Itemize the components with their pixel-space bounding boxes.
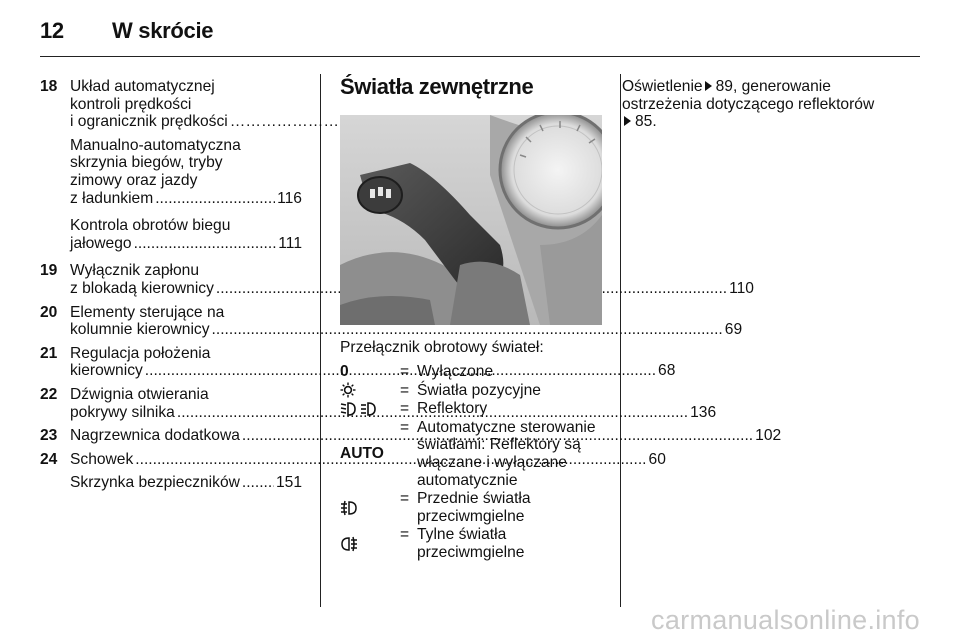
description-line: przeciwmgielne <box>417 507 525 525</box>
column-divider-right <box>620 74 621 607</box>
entry-text-line: Regulacja położenia <box>70 344 211 362</box>
entry-text-last: pokrywy silnika <box>70 403 175 421</box>
entry-number: 24 <box>40 450 58 468</box>
page-number: 12 <box>40 18 64 43</box>
entry-text-last: jałowego <box>70 234 132 252</box>
column-divider-left <box>320 74 321 607</box>
index-entry <box>40 303 743 339</box>
rear-fog-light-icon <box>340 536 358 552</box>
symbol-description <box>417 526 602 561</box>
dot-leader <box>134 235 277 253</box>
entry-page-number: 136 <box>690 403 717 421</box>
description-line: Tylne światła <box>417 526 507 544</box>
symbol-label: AUTO <box>340 445 384 463</box>
headlight-warning-text: ostrzeżenia dotyczącego reflektorów <box>622 95 875 113</box>
symbol-cell <box>340 526 400 561</box>
entry-page-number: 69 <box>724 321 743 339</box>
entry-text-line: Kontrola obrotów biegu <box>70 217 231 235</box>
index-entry <box>40 262 754 297</box>
lighting-text: Oświetlenie <box>622 78 703 95</box>
headlight-warning-page-ref: 85. <box>635 113 657 131</box>
entry-text-line: skrzynia biegów, tryby <box>70 154 223 172</box>
symbol-description <box>417 490 602 525</box>
symbol-cell <box>340 382 400 400</box>
lighting-page-ref: 89, generowanie <box>715 78 831 95</box>
entry-text-last: kierownicy <box>70 362 143 380</box>
watermark: carmanualsonline.info <box>651 605 920 635</box>
lighting-reference <box>622 78 922 131</box>
entry-page-number: 111 <box>278 234 302 252</box>
equals-sign: = <box>400 526 410 544</box>
entry-number: 23 <box>40 427 58 445</box>
header-rule <box>40 56 920 57</box>
page-title: W skrócie <box>112 18 214 43</box>
entry-leader-line <box>70 235 302 253</box>
cross-reference-arrow-icon <box>705 81 712 91</box>
description-line: Reflektory <box>417 400 488 418</box>
symbol-row <box>340 419 602 489</box>
entry-page-number: 116 <box>277 189 302 207</box>
description-line: światłami: Reflektory są <box>417 436 581 454</box>
entry-text-last: Skrzynka bezpieczników <box>70 474 240 492</box>
symbol-description <box>417 363 602 381</box>
entry-text-line: kontroli prędkości <box>70 95 192 113</box>
entry-page-number: 110 <box>729 279 754 297</box>
zero-position-icon: 0 <box>340 363 349 380</box>
section-heading: Światła zewnętrzne <box>340 74 534 99</box>
description-line: Światła pozycyjne <box>417 381 541 399</box>
switch-caption: Przełącznik obrotowy świateł: <box>340 339 544 356</box>
front-fog-light-icon <box>340 500 358 516</box>
entry-number: 21 <box>40 344 58 362</box>
dot-leader <box>242 474 274 492</box>
page-header <box>40 18 213 44</box>
parking-light-icon <box>340 382 356 398</box>
index-entry <box>40 474 302 492</box>
entry-leader-line <box>70 474 302 492</box>
symbol-cell <box>340 400 400 418</box>
symbol-row <box>340 382 602 400</box>
description-line: przeciwmgielne <box>417 543 525 561</box>
entry-page-number: 60 <box>648 450 666 468</box>
entry-page-number: 151 <box>275 474 302 492</box>
description-line: Przednie światła <box>417 490 531 508</box>
headlight-icon <box>340 401 378 417</box>
entry-text-last: Nagrzewnica dodatkowa <box>70 427 240 445</box>
symbol-description <box>417 382 602 400</box>
exterior-lights-section <box>340 74 602 563</box>
description-line: automatycznie <box>417 471 518 489</box>
equals-sign: = <box>400 400 410 418</box>
entry-text-line: Manualno-automatyczna <box>70 136 241 154</box>
entry-text-last: z blokadą kierownicy <box>70 279 214 297</box>
symbol-row <box>340 400 602 418</box>
index-entry <box>40 137 302 207</box>
entry-text-line: zimowy oraz jazdy <box>70 171 198 189</box>
description-line: Wyłączone <box>417 363 494 380</box>
entry-page-number: 102 <box>755 427 782 445</box>
index-entry <box>40 78 302 131</box>
description-line: włączane i wyłączane <box>417 453 567 471</box>
cross-reference-arrow-icon <box>624 116 631 126</box>
symbol-cell <box>340 490 400 525</box>
equals-sign: = <box>400 490 410 508</box>
index-entry <box>40 217 302 252</box>
entry-number: 22 <box>40 385 58 403</box>
symbol-description <box>417 419 602 489</box>
entry-text-last: i ogranicznik prędkości <box>70 113 228 131</box>
entry-text-line: Wyłącznik zapłonu <box>70 262 199 280</box>
entry-text-line: Elementy sterujące na <box>70 303 225 321</box>
entry-text-last: z ładunkiem <box>70 189 154 207</box>
symbol-row <box>340 526 602 561</box>
symbol-cell <box>340 419 400 489</box>
entry-text-line: Układ automatycznej <box>70 78 215 95</box>
entry-page-number: 68 <box>658 362 676 380</box>
symbol-row <box>340 363 602 381</box>
entry-number: 20 <box>40 303 58 321</box>
symbol-legend <box>340 363 602 562</box>
equals-sign: = <box>400 381 410 399</box>
description-line: Automatyczne sterowanie <box>417 418 596 436</box>
equals-sign: = <box>400 363 410 380</box>
entry-text-line: Dźwignia otwierania <box>70 385 209 403</box>
equals-sign: = <box>400 418 410 436</box>
entry-number: 19 <box>40 262 58 280</box>
symbol-row <box>340 490 602 525</box>
entry-text-last: Schowek <box>70 450 134 468</box>
entry-number: 18 <box>40 78 58 95</box>
dot-leader <box>155 190 275 208</box>
symbol-description <box>417 400 602 418</box>
entry-text-last: kolumnie kierownicy <box>70 321 210 339</box>
light-switch-photo <box>340 115 602 325</box>
symbol-cell <box>340 363 400 381</box>
entry-leader-line <box>70 190 302 208</box>
